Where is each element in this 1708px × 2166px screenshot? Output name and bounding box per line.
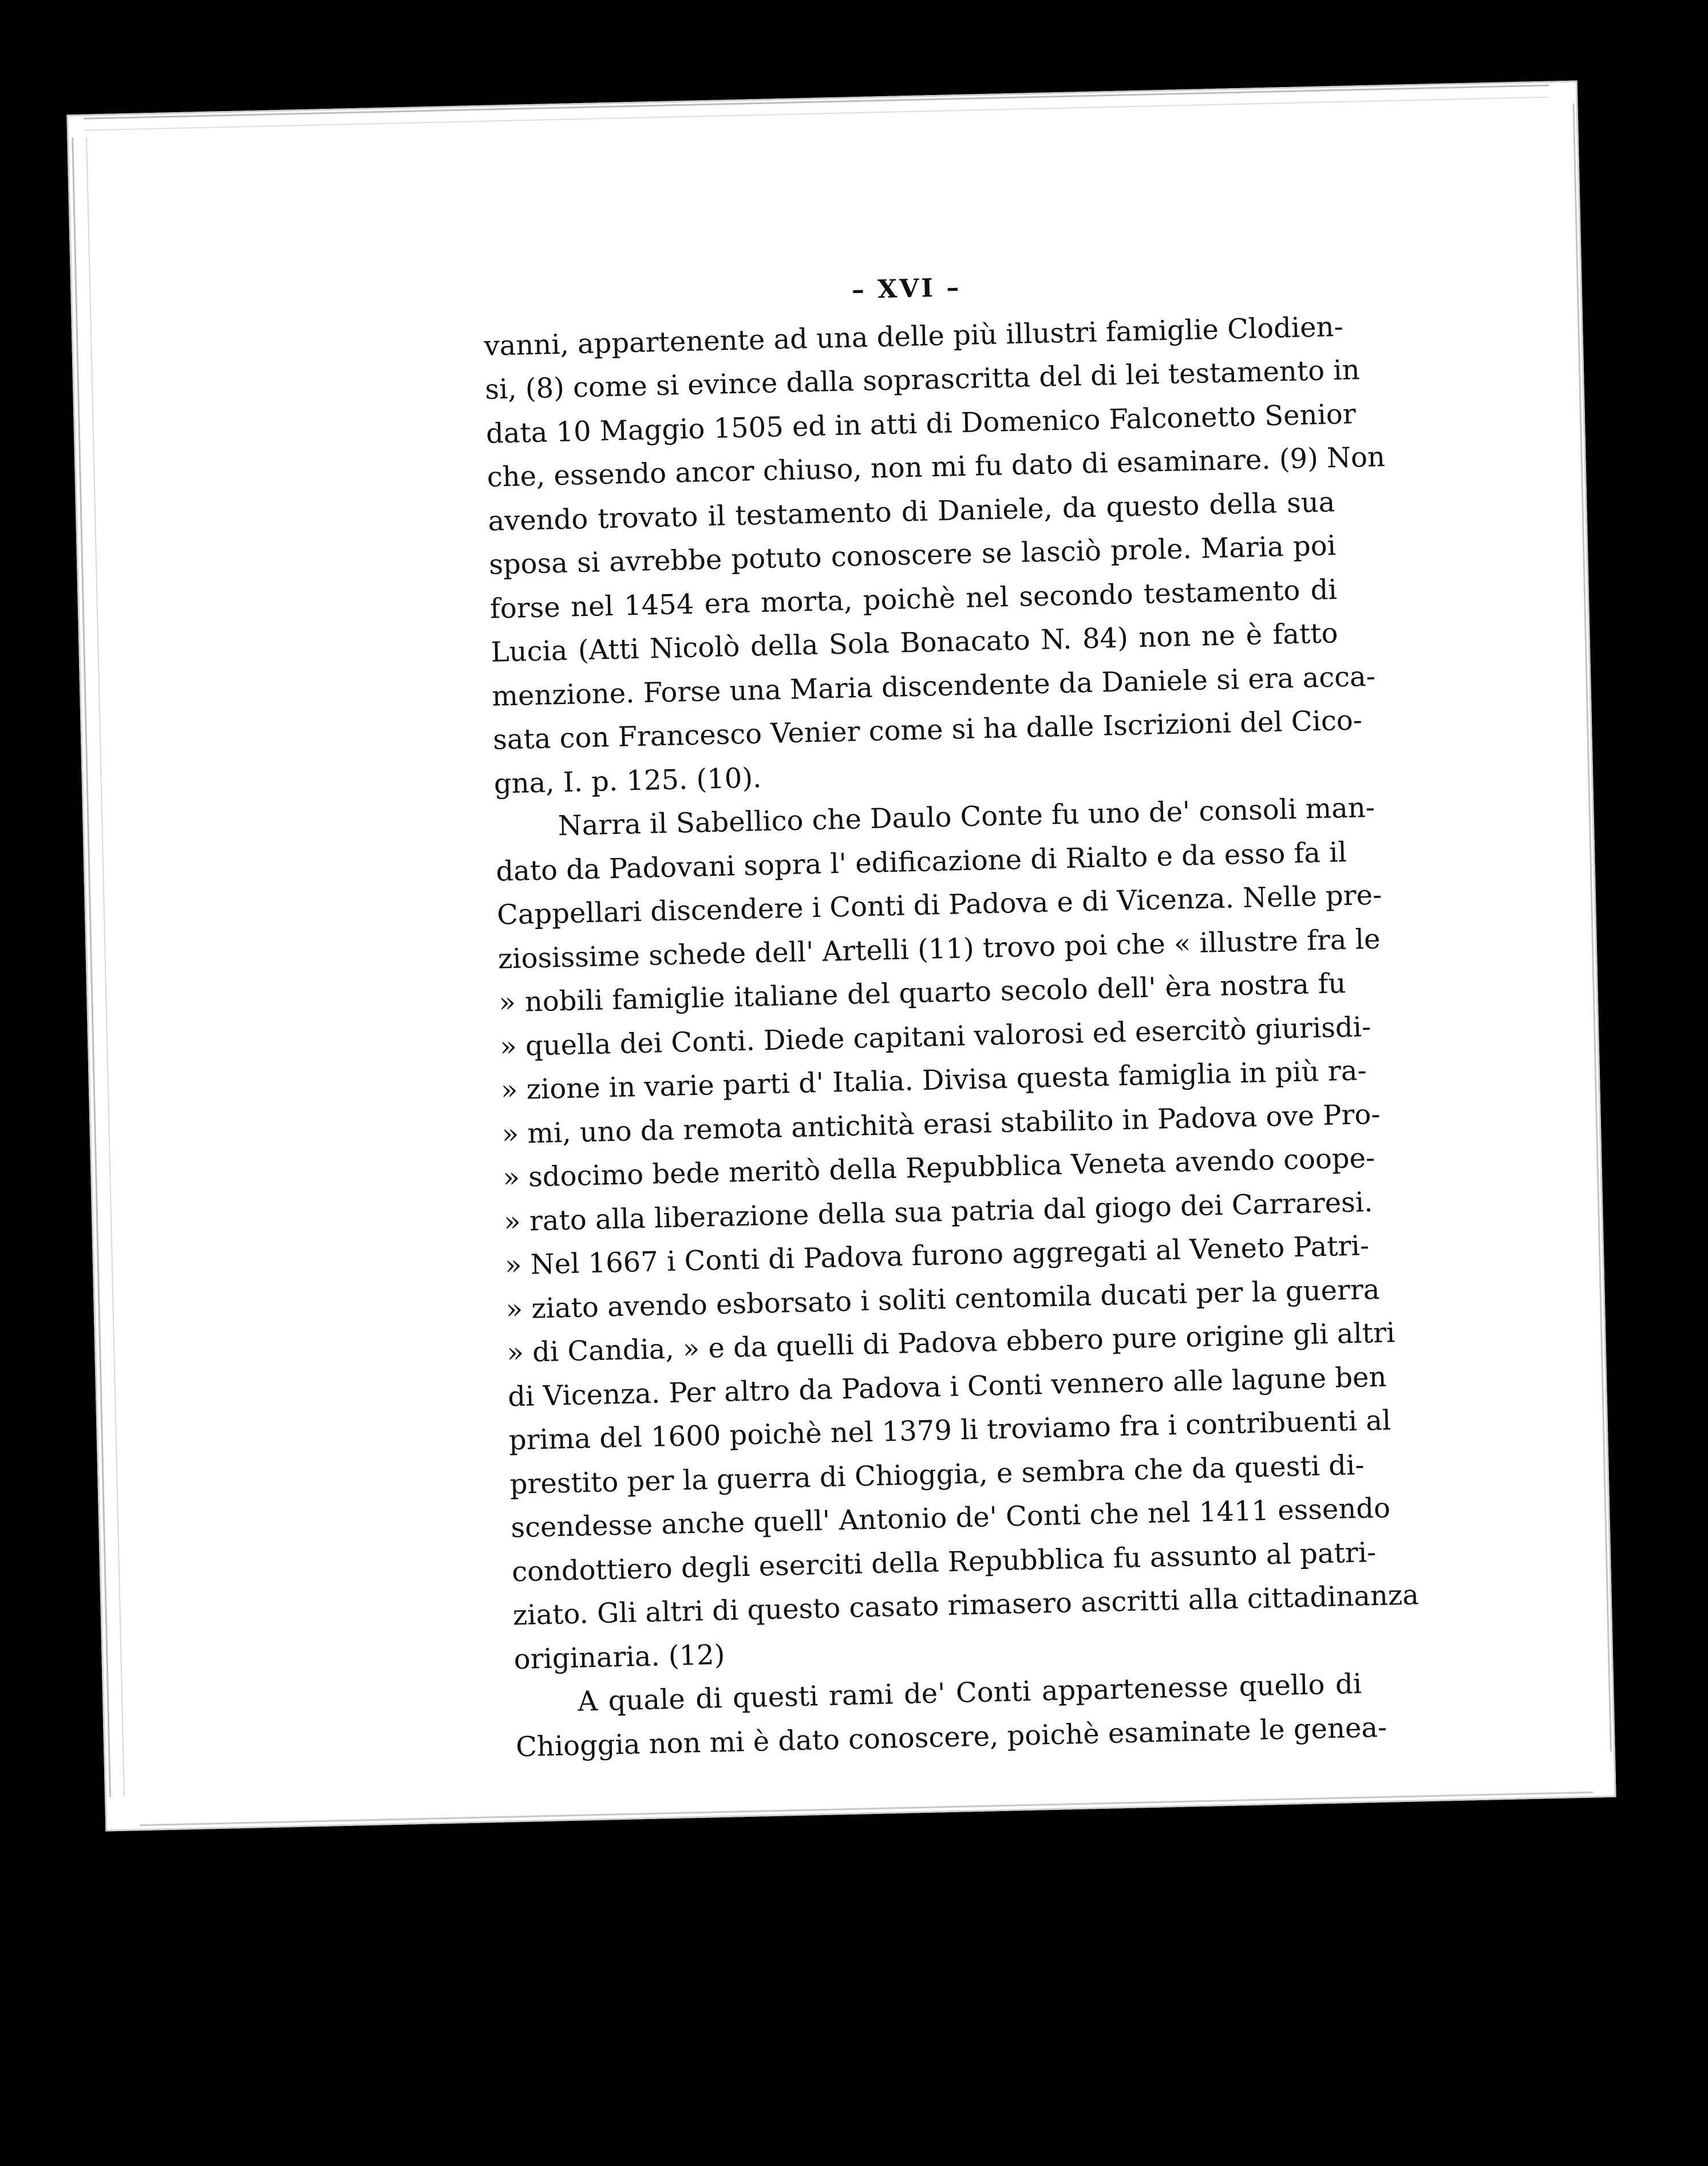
text-line: avendo trovato il testamento di Daniele, da questo della sua bbox=[487, 485, 1335, 537]
text-line: vanni, appartenente ad una delle più illustri famiglie Clodien- bbox=[484, 310, 1344, 362]
text-line: » di Candia, » e da quelli di Padova ebbero pure origine gli altri bbox=[506, 1317, 1395, 1369]
page-edge-right bbox=[1564, 104, 1612, 1752]
text-block bbox=[483, 258, 1420, 1769]
text-line: forse nel 1454 era morta, poichè nel secondo testamento di bbox=[489, 573, 1338, 625]
text-line: dato da Padovani sopra l' edificazione di Rialto e da esso fa il bbox=[495, 836, 1347, 888]
book-page bbox=[66, 80, 1616, 1831]
text-line: si, (8) come si evince dalla soprascritta del di lei testamento in bbox=[484, 354, 1361, 406]
text-line: prestito per la guerra di Chioggia, e sembra che da questi di- bbox=[509, 1449, 1365, 1500]
page-number: – XVI – bbox=[851, 272, 962, 305]
text-line: A quale di questi rami de' Conti appartenesse quello di bbox=[577, 1667, 1362, 1718]
page-edge-bottom bbox=[140, 1780, 1594, 1827]
text-line: ziato. Gli altri di questo casato rimasero ascritti alla cittadinanza bbox=[512, 1579, 1420, 1632]
text-line: Lucia (Atti Nicolò della Sola Bonacato N. 84) non ne è fatto bbox=[491, 617, 1339, 669]
text-line: » sdocimo bede meritò della Repubblica Veneta avendo coope- bbox=[503, 1141, 1375, 1194]
text-line: prima del 1600 poichè nel 1379 li troviamo fra i contribuenti al bbox=[508, 1404, 1391, 1457]
text-line: » Nel 1667 i Conti di Padova furono aggregati al Veneto Patri- bbox=[504, 1230, 1370, 1282]
text-line: » nobili famiglie italiane del quarto secolo dell' èra nostra fu bbox=[499, 967, 1346, 1019]
text-line: » mi, uno da remota antichità erasi stabilito in Padova ove Pro- bbox=[501, 1098, 1381, 1151]
text-line: data 10 Maggio 1505 ed in atti di Domenico Falconetto Senior bbox=[485, 397, 1357, 450]
text-line: » zione in varie parti d' Italia. Divisa questa famiglia in più ra- bbox=[500, 1054, 1367, 1106]
text-line: gna, I. p. 125. (10). bbox=[493, 761, 762, 800]
text-line: Narra il Sabellico che Daulo Conte fu uno de' consoli man- bbox=[558, 791, 1375, 843]
page-edge-left bbox=[72, 137, 125, 1797]
text-line: » rato alla liberazione della sua patria dal giogo dei Carraresi. bbox=[503, 1185, 1373, 1238]
text-line: Chioggia non mi è dato conoscere, poichè esaminate le genea- bbox=[515, 1711, 1387, 1763]
text-line: condottiero degli eserciti della Repubblica fu assunto al patri- bbox=[511, 1536, 1377, 1588]
text-line: Cappellari discendere i Conti di Padova e di Vicenza. Nelle pre- bbox=[496, 879, 1382, 931]
text-line: menzione. Forse una Maria discendente da Daniele si era acca- bbox=[491, 660, 1376, 713]
text-line: » quella dei Conti. Diede capitani valorosi ed esercitò giurisdi- bbox=[499, 1010, 1371, 1063]
page-edge-top bbox=[84, 85, 1549, 131]
text-line: sata con Francesco Venier come si ha dalle Iscrizioni del Cico- bbox=[492, 704, 1363, 756]
text-line: » ziato avendo esborsato i soliti centomila ducati per la guerra bbox=[505, 1273, 1381, 1325]
text-line: ziosissime schede dell' Artelli (11) trovo poi che « illustre fra le bbox=[497, 923, 1381, 975]
text-line: scendesse anche quell' Antonio de' Conti che nel 1411 essendo bbox=[510, 1492, 1391, 1544]
text-line: originaria. (12) bbox=[513, 1638, 726, 1675]
text-line: di Vicenza. Per altro da Padova i Conti vennero alle lagune ben bbox=[507, 1361, 1387, 1413]
text-line: che, essendo ancor chiuso, non mi fu dato di esaminare. (9) Non bbox=[487, 441, 1386, 493]
text-line: sposa si avrebbe potuto conoscere se lasciò prole. Maria poi bbox=[488, 529, 1337, 581]
